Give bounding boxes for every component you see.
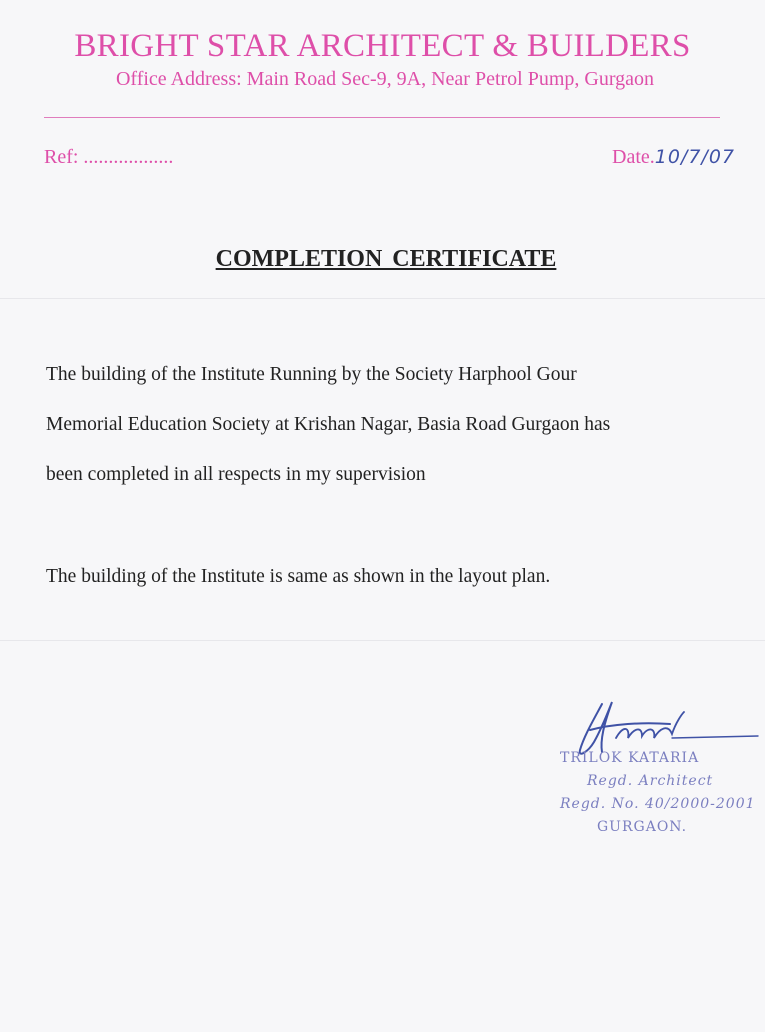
body-paragraph-2: The building of the Institute is same as shown in the layout plan. [46, 566, 551, 587]
stamp-city: GURGAON. [597, 819, 688, 835]
stamp-registration: Regd. No. 40/2000-2001 [560, 796, 756, 812]
body-line-2: Memorial Education Society at Krishan Nagar, Basia Road Gurgaon has [46, 414, 611, 435]
date-label: Date. [612, 146, 655, 168]
stamp-designation: Regd. Architect [587, 773, 714, 789]
company-name: BRIGHT STAR ARCHITECT & BUILDERS [74, 28, 691, 64]
stamp-name: TRILOK KATARIA [560, 750, 700, 766]
paper-fold-line [0, 298, 765, 299]
letterhead-divider [44, 117, 720, 118]
body-line-1: The building of the Institute Running by the Society Harphool Gour [46, 364, 577, 385]
body-line-3: been completed in all respects in my supervision [46, 464, 426, 485]
date-field [612, 146, 735, 169]
office-address: Office Address: Main Road Sec-9, 9A, Near Petrol Pump, Gurgaon [115, 68, 655, 90]
ref-field: Ref: .................. [44, 146, 174, 168]
handwritten-date: 10/7/07 [654, 146, 736, 168]
paper-fold-line [0, 640, 765, 641]
certificate-title: COMPLETION CERTIFICATE [215, 246, 557, 272]
